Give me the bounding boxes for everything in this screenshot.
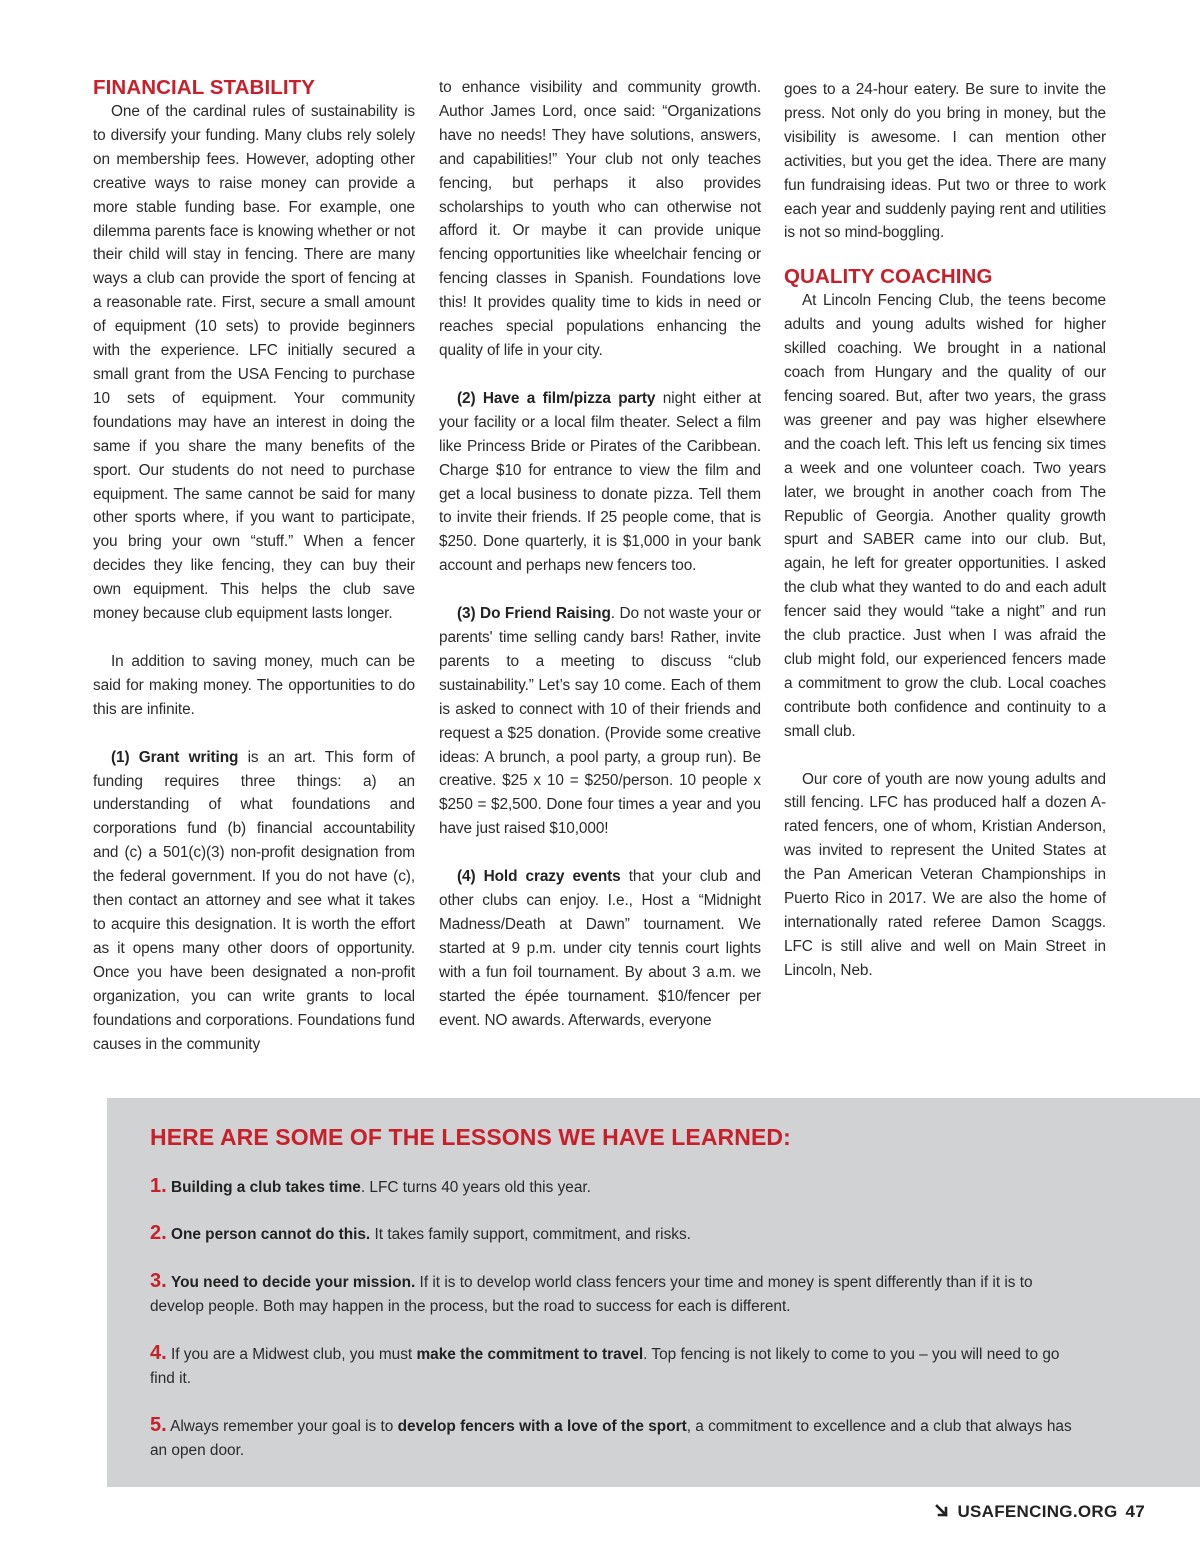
column-3 xyxy=(784,76,1106,983)
paragraph: At Lincoln Fencing Club, the teens become adults and young adults wished for higher skilled coaching. We brought in a national coach from Hungary and the quality of our fencing soared. But, after two years, the grass was greener and pay was higher elsewhere and the coach left. This left us fencing six times a week and one volunteer coach. Two years later, we brought in another coach from The Republic of Georgia. Another quality growth spurt and SABER came into our club. But, again, he left for greater opportunities. I asked the club what they wanted to do and each adult fencer said they would “take a night” and run the club practice. Just when I was afraid the club might fold, our experienced fencers made a commitment to grow the club. Local coaches contribute both confidence and continuity to a small club. xyxy=(784,292,1106,740)
lesson-number: 4. xyxy=(150,1342,167,1364)
paragraph: One of the cardinal rules of sustainability is to diversify your funding. Many clubs rely solely on membership fees. However, adopting other creative ways to raise money can provide a more stable funding base. For example, one dilemma parents face is knowing whether or not their child will stay in fencing. There are many ways a club can provide the sport of fencing at a reasonable rate. First, secure a small amount of equipment (10 sets) to provide beginners with the experience. LFC initially secured a small grant from the USA Fencing to purchase 10 sets of equipment. Your community foundations may have an interest in doing the same if you share the many benefits of the sport. Our students do not need to purchase equipment. The same cannot be said for many other sports where, if you want to participate, you bring your own “stuff.” When a fencer decides they like fencing, they can buy their own equipment. This helps the club save money because club equipment lasts longer. xyxy=(93,103,415,623)
financial-stability-heading: FINANCIAL STABILITY xyxy=(93,76,316,99)
paragraph-text: that your club and other clubs can enjoy. I.e., Host a “Midnight Madness/Death at Dawn” tournament. We started at 9 p.m. under city tennis court lights with a fun foil tournament. By about 3 a.m. we started the épée tournament. $10/fencer per event. NO awards. Afterwards, everyone xyxy=(439,868,761,1029)
paragraph xyxy=(439,387,761,578)
lesson-item xyxy=(150,1413,1080,1463)
lesson-text: , a commitment to excellence and a club that always has an open door. xyxy=(150,1418,1072,1459)
page-footer xyxy=(935,1502,1145,1522)
bold-lead: (1) Grant writing xyxy=(111,748,239,766)
lesson-text: If you are a Midwest club, you must xyxy=(166,1346,417,1363)
lessons-box xyxy=(107,1098,1200,1487)
paragraph-text: is an art. This form of funding requires three things: a) an understanding of what foundations and corporations fund (b) financial accountability and (c) a 501(c)(3) non-profit designation from the federal government. If you do not have (c), then contact an attorney and see what it takes to acquire this designation. It is worth the effort as it opens many other doors of opportunity. Once you have been designated a non-profit organization, you can write grants to local foundations and corporations. Foundations fund causes in the community xyxy=(93,748,415,1053)
arrow-down-right-icon xyxy=(935,1502,949,1522)
lessons-heading: HERE ARE SOME OF THE LESSONS WE HAVE LEARNED: xyxy=(150,1124,791,1150)
lesson-bold: Building a club takes time xyxy=(170,1179,361,1196)
bold-lead: (4) Hold crazy events xyxy=(457,868,621,886)
lesson-text: If it is to develop world class fencers your time and money is spent differently than if it is to develop people. Both may happen in the process, but the road to success for each is different. xyxy=(150,1274,1033,1315)
lesson-number: 2. xyxy=(150,1222,167,1244)
column-1 xyxy=(93,76,415,1056)
lesson-bold: You need to decide your mission. xyxy=(170,1274,416,1291)
lesson-item xyxy=(150,1341,1080,1391)
bold-lead: (3) Do Friend Raising xyxy=(457,605,611,623)
lesson-item xyxy=(150,1269,1080,1319)
site-url[interactable]: USAFENCING.ORG xyxy=(957,1502,1118,1521)
page-number: 47 xyxy=(1125,1502,1145,1521)
lesson-number: 3. xyxy=(150,1270,167,1292)
lesson-bold: One person cannot do this. xyxy=(170,1226,371,1243)
paragraph: goes to a 24-hour eatery. Be sure to invite the press. Not only do you bring in money, but the visibility is awesome. I can mention other activities, but you get the idea. There are many fun fundraising ideas. Put two or three to work each year and suddenly paying rent and utilities is not so mind-boggling. xyxy=(784,81,1106,242)
bold-lead: (2) Have a film/pizza party xyxy=(457,389,656,407)
paragraph-text: . Do not waste your or parents' time selling candy bars! Rather, invite parents to a meeting to discuss “club sustainability.” Let’s say 10 come. Each of them is asked to connect with 10 of their friends and request a $25 donation. (Provide some creative ideas: A brunch, a pool party, a group run). Be creative. $25 x 10 = $250/person. 10 people x $250 = $2,500. Done four times a year and you have just raised $10,000! xyxy=(439,605,762,838)
lesson-text: It takes family support, commitment, and risks. xyxy=(370,1226,691,1243)
lesson-number: 1. xyxy=(150,1175,167,1197)
paragraph-text: night either at your facility or a local film theater. Select a film like Princess Bride or Pirates of the Caribbean. Charge $10 for entrance to view the film and get a local business to donate pizza. Tell them to invite their friends. If 25 people come, that is $250. Done quarterly, it is $1,000 in your bank account and perhaps new fencers too. xyxy=(439,389,762,575)
lesson-item xyxy=(150,1221,1080,1247)
paragraph: In addition to saving money, much can be said for making money. The opportunities to do this are infinite. xyxy=(93,652,415,718)
lesson-number: 5. xyxy=(150,1414,167,1436)
paragraph: Our core of youth are now young adults and still fencing. LFC has produced half a dozen A-rated fencers, one of whom, Kristian Anderson, was invited to represent the United States at the Pan American Veteran Championships in Puerto Rico in 2017. We are also the home of internationally rated referee Damon Scaggs. LFC is still alive and well on Main Street in Lincoln, Neb. xyxy=(784,770,1106,979)
paragraph xyxy=(439,602,761,841)
quality-coaching-heading: QUALITY COACHING xyxy=(784,265,993,289)
paragraph: to enhance visibility and community growth. Author James Lord, once said: “Organizations have no needs! They have solutions, answers, and capabilities!” Your club not only teaches fencing, but perhaps it also provides scholarships to youth who can otherwise not afford it. Or maybe it can provide unique fencing opportunities like wheelchair fencing or fencing classes in Spanish. Foundations love this! It provides quality time to kids in need or reaches special populations enhancing the quality of life in your city. xyxy=(439,79,761,359)
lesson-text: . Top fencing is not likely to come to you – you will need to go find it. xyxy=(150,1346,1060,1387)
paragraph xyxy=(93,746,415,1057)
paragraph xyxy=(439,865,761,1032)
lesson-text: . LFC turns 40 years old this year. xyxy=(360,1179,591,1196)
column-2 xyxy=(439,76,761,1033)
lesson-text: Always remember your goal is to xyxy=(166,1418,398,1435)
lesson-bold: make the commitment to travel xyxy=(416,1346,644,1363)
lesson-bold: develop fencers with a love of the sport xyxy=(397,1418,687,1435)
lesson-item xyxy=(150,1174,1080,1200)
